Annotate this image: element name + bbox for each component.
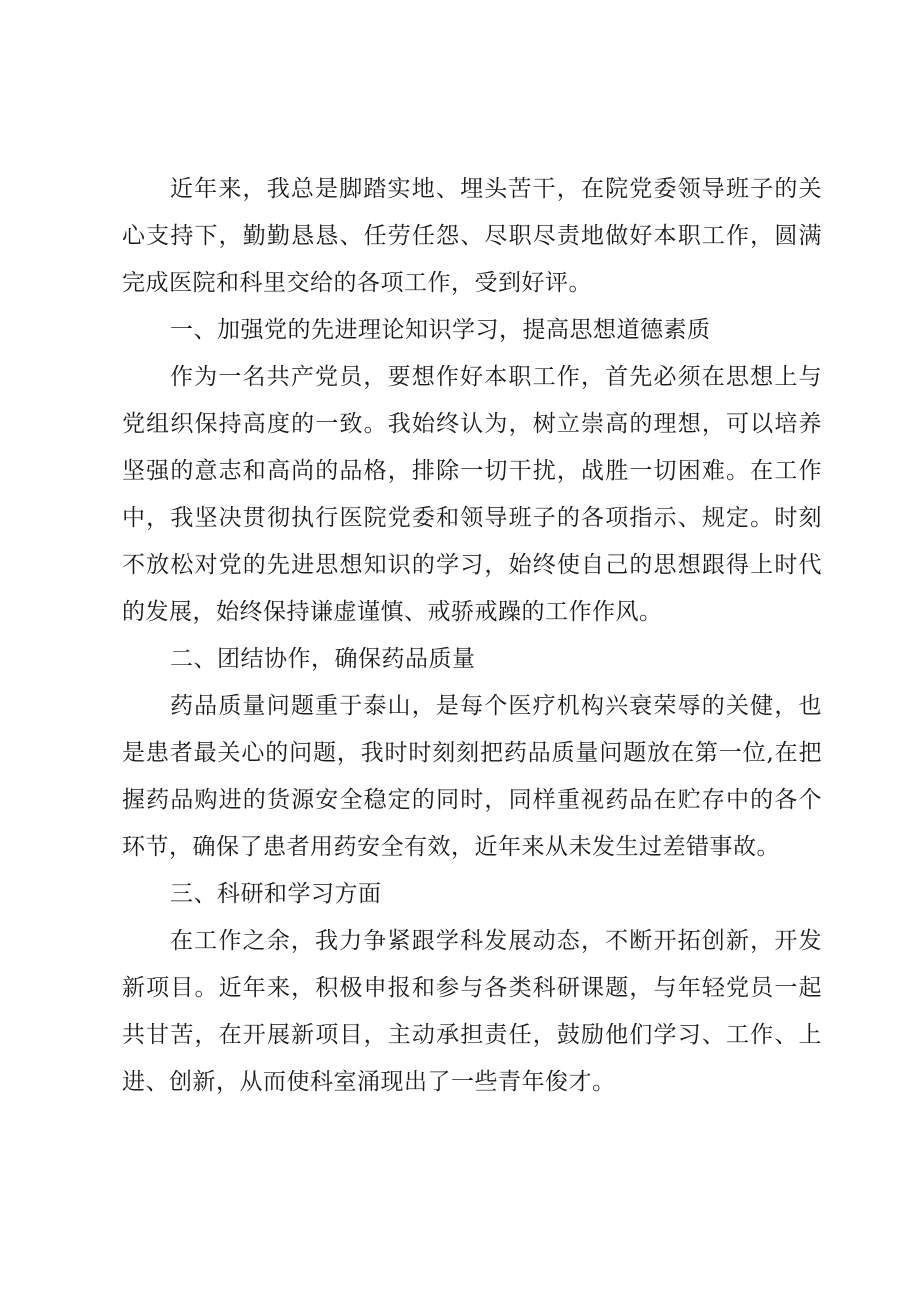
intro-paragraph: 近年来，我总是脚踏实地、埋头苦干，在院党委领导班子的关心支持下，勤勤恳恳、任劳任怨、尽职尽责地做好本职工作，圆满完成医院和科里交给的各项工作，受到好评。 [122, 176, 822, 296]
section-heading-3: 三、科研和学习方面 [170, 881, 382, 907]
section-heading-2: 二、团结协作，确保药品质量 [170, 646, 476, 672]
section-heading-1: 一、加强党的先进理论知识学习，提高思想道德素质 [170, 317, 711, 343]
section-3-paragraph: 在工作之余，我力争紧跟学科发展动态，不断开拓创新，开发新项目。近年来，积极申报和参与各类科研课题，与年轻党员一起共甘苦，在开展新项目，主动承担责任，鼓励他们学习、工作、上进、创新，从而使科室涌现出了一些青年俊才。 [122, 928, 822, 1095]
section-1-paragraph: 作为一名共产党员，要想作好本职工作，首先必须在思想上与党组织保持高度的一致。我始终认为，树立崇高的理想，可以培养坚强的意志和高尚的品格，排除一切干扰，战胜一切困难。在工作中，我坚决贯彻执行医院党委和领导班子的各项指示、规定。时刻不放松对党的先进思想知识的学习，始终使自己的思想跟得上时代的发展，始终保持谦虚谨慎、戒骄戒躁的工作作风。 [122, 364, 822, 625]
document-body [122, 166, 822, 1106]
section-2-paragraph: 药品质量问题重于泰山，是每个医疗机构兴衰荣辱的关健，也是患者最关心的问题，我时时刻刻把药品质量问题放在第一位,在把握药品购进的货源安全稳定的同时，同样重视药品在贮存中的各个环节，确保了患者用药安全有效，近年来从未发生过差错事故。 [122, 693, 822, 860]
